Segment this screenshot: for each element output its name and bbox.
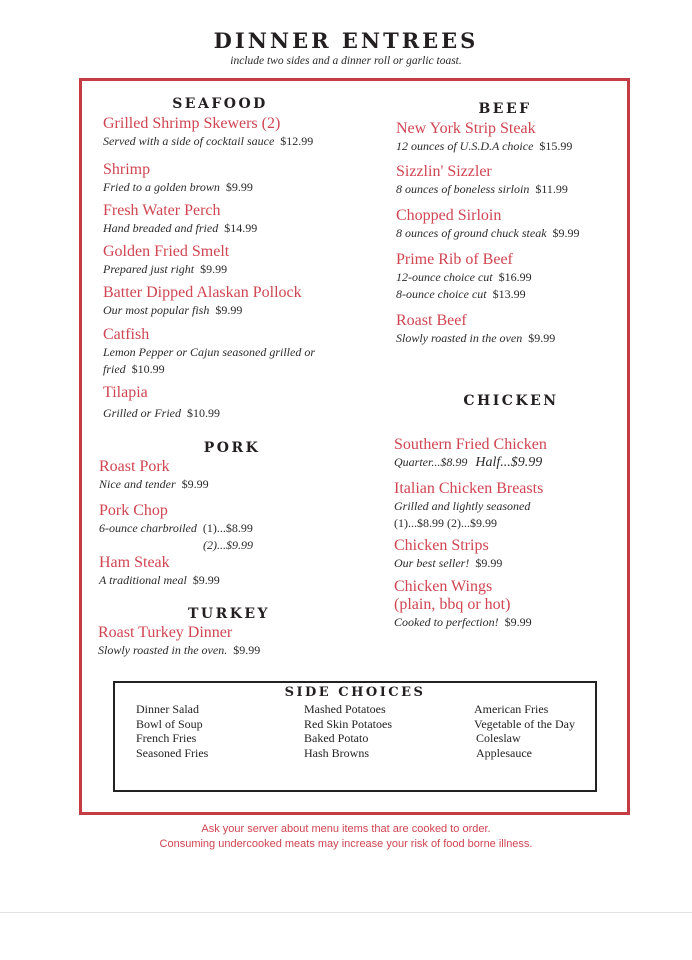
side-item: Dinner Salad	[136, 702, 199, 716]
item-name-line2: (plain, bbq or hot)	[394, 596, 511, 613]
side-column-3	[474, 702, 575, 760]
item-desc: Hand breaded and fried	[103, 221, 219, 235]
item-name: Batter Dipped Alaskan Pollock	[103, 284, 302, 301]
section-heading-seafood: SEAFOOD	[172, 96, 268, 112]
item-desc: Cooked to perfection!	[394, 615, 499, 629]
item-name: Chicken Wings	[394, 578, 493, 595]
item-name: Shrimp	[103, 161, 151, 178]
item-price: $14.99	[224, 221, 258, 235]
item-price: $9.99	[215, 303, 243, 317]
item-desc: Fried to a golden brown	[103, 180, 220, 194]
item-desc: Nice and tender	[99, 477, 176, 491]
item-desc: 8 ounces of ground chuck steak	[396, 226, 547, 240]
menu-item-turkey	[98, 624, 260, 659]
item-price: $15.99	[539, 139, 573, 153]
page-fold-line	[0, 912, 692, 913]
side-column-1	[136, 702, 208, 760]
item-name: Roast Pork	[99, 458, 170, 475]
item-price: $9.99	[552, 226, 580, 240]
menu-subtitle: include two sides and a dinner roll or garlic toast.	[230, 55, 462, 67]
menu-item-seafood	[103, 115, 313, 150]
side-item: French Fries	[136, 731, 197, 745]
item-desc: Our most popular fish	[103, 303, 210, 317]
item-desc: Slowly roasted in the oven	[396, 331, 523, 345]
item-price: $10.99	[131, 362, 165, 376]
item-desc: 12 ounces of U.S.D.A choice	[396, 139, 534, 153]
item-price: $9.99	[233, 643, 261, 657]
menu-item-beef	[396, 207, 580, 242]
side-item: Coleslaw	[476, 731, 521, 745]
item-price: $9.99	[504, 615, 532, 629]
item-desc: Grilled and lightly seasoned	[394, 499, 531, 513]
menu-item-seafood	[103, 384, 220, 422]
item-name: Chopped Sirloin	[396, 207, 502, 224]
menu-item-seafood	[103, 284, 302, 319]
item-desc: Our best seller!	[394, 556, 470, 570]
item-name: New York Strip Steak	[396, 120, 536, 137]
item-price: $16.99	[498, 270, 532, 284]
menu-item-pork	[99, 554, 220, 589]
item-desc: Quarter...$8.99	[394, 455, 468, 469]
item-desc-line2: 8-ounce choice cut	[396, 287, 487, 301]
menu-item-pork	[99, 458, 209, 493]
section-heading-turkey: TURKEY	[187, 606, 271, 622]
item-desc-line2: (1)...$8.99 (2)...$9.99	[394, 516, 497, 530]
item-price: $10.99	[187, 406, 220, 420]
item-name: Chicken Strips	[394, 537, 489, 554]
side-item: American Fries	[474, 702, 549, 716]
item-name: Roast Beef	[396, 312, 467, 329]
menu-item-beef	[396, 163, 568, 198]
item-price: (1)...$8.99	[202, 521, 253, 535]
item-price: $9.99	[225, 180, 253, 194]
item-name: Roast Turkey Dinner	[98, 624, 233, 641]
side-item: Baked Potato	[304, 731, 369, 745]
side-item: Hash Browns	[304, 745, 369, 760]
item-desc-line2: fried	[103, 362, 126, 376]
side-item: Seasoned Fries	[136, 745, 209, 760]
item-price: $9.99	[475, 556, 503, 570]
menu-item-chicken	[394, 537, 502, 572]
item-name: Pork Chop	[99, 502, 168, 519]
item-name: Grilled Shrimp Skewers (2)	[103, 115, 281, 132]
item-desc: Slowly roasted in the oven.	[98, 643, 228, 657]
item-desc: 6-ounce charbroiled	[99, 521, 197, 535]
menu-item-pork	[99, 502, 253, 554]
side-item: Mashed Potatoes	[304, 702, 386, 716]
item-desc: Grilled or Fried	[103, 406, 181, 420]
item-name: Catfish	[103, 326, 150, 343]
menu-item-seafood	[103, 161, 253, 196]
item-desc-half: Half...$9.99	[475, 455, 543, 470]
side-item: Bowl of Soup	[136, 716, 203, 731]
item-name: Ham Steak	[99, 554, 170, 571]
item-desc: A traditional meal	[99, 573, 187, 587]
menu-item-beef	[396, 312, 555, 347]
item-desc: Prepared just right	[103, 262, 195, 276]
menu-item-chicken	[394, 480, 543, 532]
section-heading-chicken: CHICKEN	[463, 393, 559, 409]
item-desc: 12-ounce choice cut	[396, 270, 493, 284]
side-item: Vegetable of the Day	[474, 716, 575, 731]
menu-title: DINNER ENTREES	[213, 28, 479, 53]
item-desc: Served with a side of cocktail sauce	[103, 134, 275, 148]
item-price: $9.99	[528, 331, 556, 345]
side-item: Red Skin Potatoes	[304, 716, 393, 731]
section-heading-beef: BEEF	[478, 101, 532, 117]
item-price: $9.99	[181, 477, 209, 491]
item-name: Southern Fried Chicken	[394, 436, 547, 453]
menu-item-chicken	[394, 578, 532, 631]
item-price-2: $13.99	[492, 287, 526, 301]
item-desc: 8 ounces of boneless sirloin	[396, 182, 530, 196]
menu-item-beef	[396, 120, 572, 155]
side-column-2	[304, 702, 392, 760]
item-name: Tilapia	[103, 384, 148, 401]
item-name: Golden Fried Smelt	[103, 243, 230, 260]
footer-note-2: Consuming undercooked meats may increase your risk of food borne illness.	[159, 838, 533, 850]
item-name: Prime Rib of Beef	[396, 251, 513, 268]
item-price: $12.99	[280, 134, 314, 148]
menu-item-chicken	[394, 436, 547, 471]
menu-item-seafood	[103, 202, 257, 237]
menu-item-seafood	[103, 243, 229, 278]
item-price: $9.99	[200, 262, 228, 276]
side-item: Applesauce	[476, 745, 532, 760]
item-name: Sizzlin' Sizzler	[396, 163, 492, 180]
side-choices-heading: SIDE CHOICES	[284, 685, 426, 700]
item-price: $9.99	[192, 573, 220, 587]
section-heading-pork: PORK	[203, 440, 261, 456]
item-name: Fresh Water Perch	[103, 202, 221, 219]
menu-item-seafood	[103, 326, 315, 378]
item-price-2: (2)...$9.99	[203, 538, 253, 552]
item-name: Italian Chicken Breasts	[394, 480, 544, 497]
menu-item-beef	[396, 251, 532, 303]
item-desc: Lemon Pepper or Cajun seasoned grilled or	[103, 345, 315, 359]
footer-note-1: Ask your server about menu items that are cooked to order.	[201, 823, 491, 835]
item-price: $11.99	[535, 182, 568, 196]
side-choices-box	[113, 681, 597, 792]
